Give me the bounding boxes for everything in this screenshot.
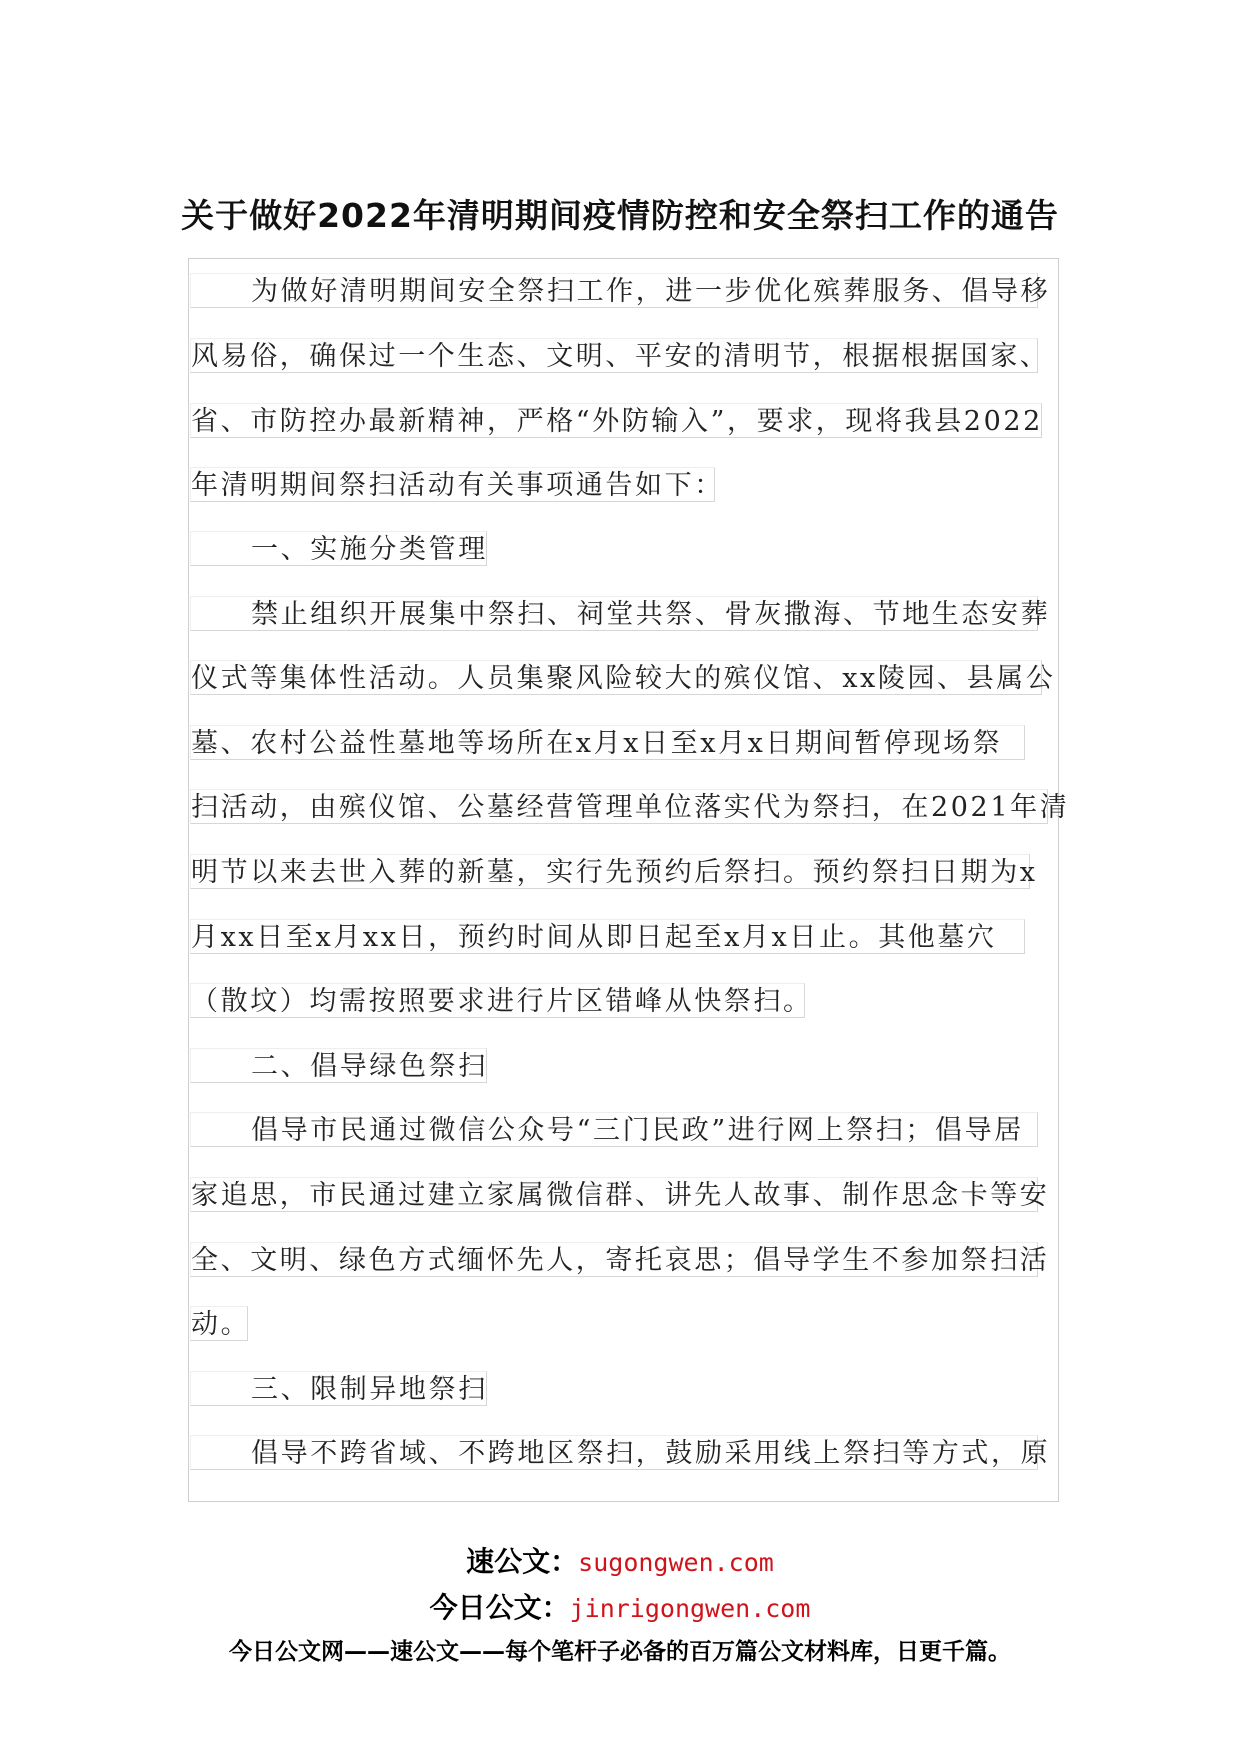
paragraph-line: 倡导不跨省域、不跨地区祭扫，鼓励采用线上祭扫等方式，原 xyxy=(190,1435,1038,1470)
footer-slogan: 今日公文网——速公文——每个笔杆子必备的百万篇公文材料库，日更千篇。 xyxy=(229,1639,1011,1665)
section-heading-3: 三、限制异地祭扫 xyxy=(190,1371,487,1406)
footer-site-1 xyxy=(0,1540,1240,1580)
paragraph-line: 禁止组织开展集中祭扫、祠堂共祭、骨灰撒海、节地生态安葬 xyxy=(190,596,1038,631)
footer-site-2 xyxy=(0,1586,1240,1626)
paragraph-line: 月xx日至x月xx日，预约时间从即日起至x月x日止。其他墓穴 xyxy=(190,919,1025,954)
paragraph-line: 风易俗，确保过一个生态、文明、平安的清明节，根据根据国家、 xyxy=(190,338,1038,373)
paragraph-line: 墓、农村公益性墓地等场所在x月x日至x月x日期间暂停现场祭 xyxy=(190,725,1025,760)
section-heading-1: 一、实施分类管理 xyxy=(190,531,487,566)
footer-brand-2: 今日公文： xyxy=(429,1591,570,1624)
paragraph-line: 为做好清明期间安全祭扫工作，进一步优化殡葬服务、倡导移 xyxy=(190,273,1038,308)
footer-brand-1: 速公文： xyxy=(466,1545,579,1578)
section-heading-2: 二、倡导绿色祭扫 xyxy=(190,1048,487,1083)
paragraph-line: 扫活动，由殡仪馆、公墓经营管理单位落实代为祭扫，在2021年清 xyxy=(190,789,1048,824)
paragraph-line: 年清明期间祭扫活动有关事项通告如下： xyxy=(190,467,715,502)
paragraph-line: 倡导市民通过微信公众号“三门民政”进行网上祭扫；倡导居 xyxy=(190,1112,1038,1147)
paragraph-line: 省、市防控办最新精神，严格“外防输入”，要求，现将我县2022 xyxy=(190,403,1042,438)
paragraph-line: 明节以来去世入葬的新墓，实行先预约后祭扫。预约祭扫日期为x xyxy=(190,854,1030,889)
document-title: 关于做好2022年清明期间疫情防控和安全祭扫工作的通告 xyxy=(181,196,1059,235)
paragraph-line: 全、文明、绿色方式缅怀先人，寄托哀思；倡导学生不参加祭扫活 xyxy=(190,1242,1038,1277)
footer-url-2[interactable]: jinrigongwen.com xyxy=(569,1594,811,1623)
paragraph-line: （散坟）均需按照要求进行片区错峰从快祭扫。 xyxy=(190,983,805,1018)
footer-url-1[interactable]: sugongwen.com xyxy=(578,1548,774,1577)
paragraph-line: 仪式等集体性活动。人员集聚风险较大的殡仪馆、xx陵园、县属公 xyxy=(190,660,1042,695)
paragraph-line: 动。 xyxy=(190,1306,248,1341)
paragraph-line: 家追思，市民通过建立家属微信群、讲先人故事、制作思念卡等安 xyxy=(190,1177,1038,1212)
